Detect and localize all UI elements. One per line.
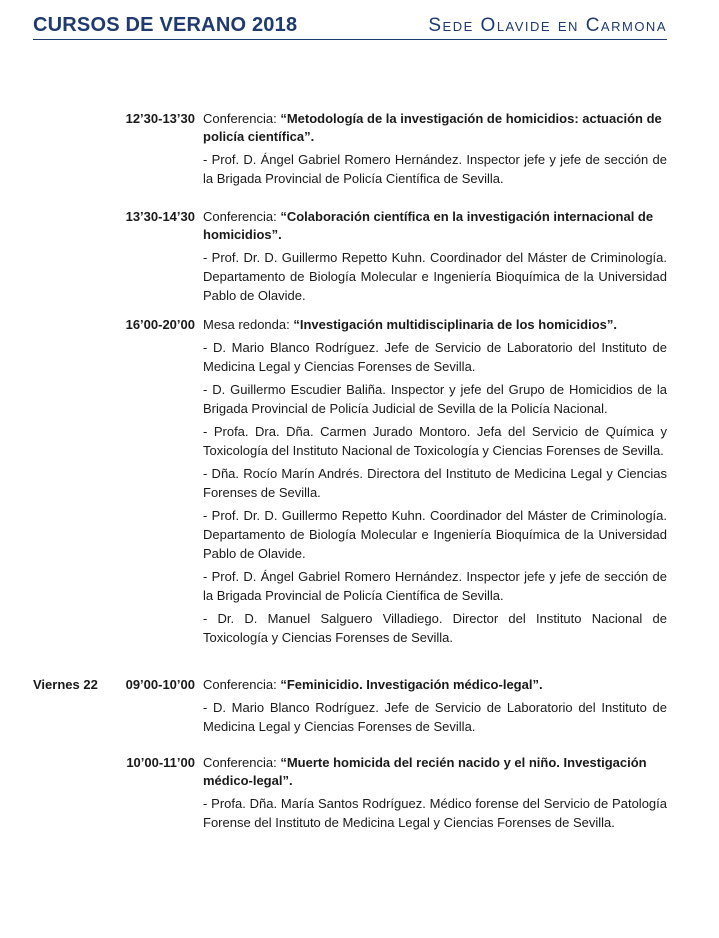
session-title: “Investigación multidisciplinaria de los homicidios”. [293,317,617,332]
session-content [203,208,667,305]
session-day: Viernes 22 [33,677,98,692]
session-title: “Muerte homicida del recién nacido y el niño. Investigación médico-legal”. [203,755,647,788]
session-time: 10’00-11’00 [126,755,195,770]
session-time: 16’00-20’00 [125,317,195,332]
speaker-entry: - D. Guillermo Escudier Baliña. Inspector y jefe del Grupo de Homicidios de la Brigada Provincial de Policía Judicial de Sevilla de la Policía Nacional. [203,382,667,416]
session-time: 12’30-13’30 [125,111,195,126]
speaker-entry: - Dña. Rocío Marín Andrés. Directora del Instituto de Medicina Legal y Ciencias Forenses de Sevilla. [203,466,667,500]
page-header [33,10,667,40]
speaker-entry: - D. Mario Blanco Rodríguez. Jefe de Servicio de Laboratorio del Instituto de Medicina Legal y Ciencias Forenses de Sevilla. [203,340,667,374]
venue-title: Sede Olavide en Carmona [428,15,667,36]
session-title: “Feminicidio. Investigación médico-legal”. [280,677,543,692]
session-title-line [203,110,667,146]
session-title: “Metodología de la investigación de homicidios: actuación de policía científica”. [203,111,662,144]
session-title-line [203,754,667,790]
session-content [203,316,667,647]
speaker-entry: - Prof. Dr. D. Guillermo Repetto Kuhn. Coordinador del Máster de Criminología. Departamento de Biología Molecular e Ingeniería Bioquímica de la Universidad Pablo de Olavide. [203,250,667,303]
session-kind: Conferencia: [203,755,277,770]
speaker-entry: - Profa. Dra. Dña. Carmen Jurado Montoro. Jefa del Servicio de Química y Toxicología del Instituto Nacional de Toxicología y Ciencias Forenses de Sevilla. [203,424,667,458]
session-time: 09’00-10’00 [125,677,195,692]
session-content [203,676,667,736]
session-time: 13’30-14’30 [125,209,195,224]
session-kind: Conferencia: [203,677,277,692]
speaker-entry: - Profa. Dña. María Santos Rodríguez. Médico forense del Servicio de Patología Forense del Instituto de Medicina Legal y Ciencias Forenses de Sevilla. [203,796,667,830]
session-title-line [203,208,667,244]
session-title: “Colaboración científica en la investigación internacional de homicidios”. [203,209,654,242]
session-kind: Conferencia: [203,111,277,126]
session-kind: Conferencia: [203,209,277,224]
session-kind: Mesa redonda: [203,317,290,332]
speaker-entry: - D. Mario Blanco Rodríguez. Jefe de Servicio de Laboratorio del Instituto de Medicina Legal y Ciencias Forenses de Sevilla. [203,700,667,734]
speaker-entry: - Prof. Dr. D. Guillermo Repetto Kuhn. Coordinador del Máster de Criminología. Departamento de Biología Molecular e Ingeniería Bioquímica de la Universidad Pablo de Olavide. [203,508,667,561]
session-title-line [203,316,667,334]
session-title-line [203,676,667,694]
speaker-entry: - Prof. D. Ángel Gabriel Romero Hernández. Inspector jefe y jefe de sección de la Brigada Provincial de Policía Científica de Sevilla. [203,152,667,186]
session-content [203,110,667,188]
session-content [203,754,667,832]
course-title: CURSOS DE VERANO 2018 [33,14,298,36]
speaker-entry: - Dr. D. Manuel Salguero Villadiego. Director del Instituto Nacional de Toxicología y Ciencias Forenses de Sevilla. [203,611,667,645]
speaker-entry: - Prof. D. Ángel Gabriel Romero Hernández. Inspector jefe y jefe de sección de la Brigada Provincial de Policía Científica de Sevilla. [203,569,667,603]
